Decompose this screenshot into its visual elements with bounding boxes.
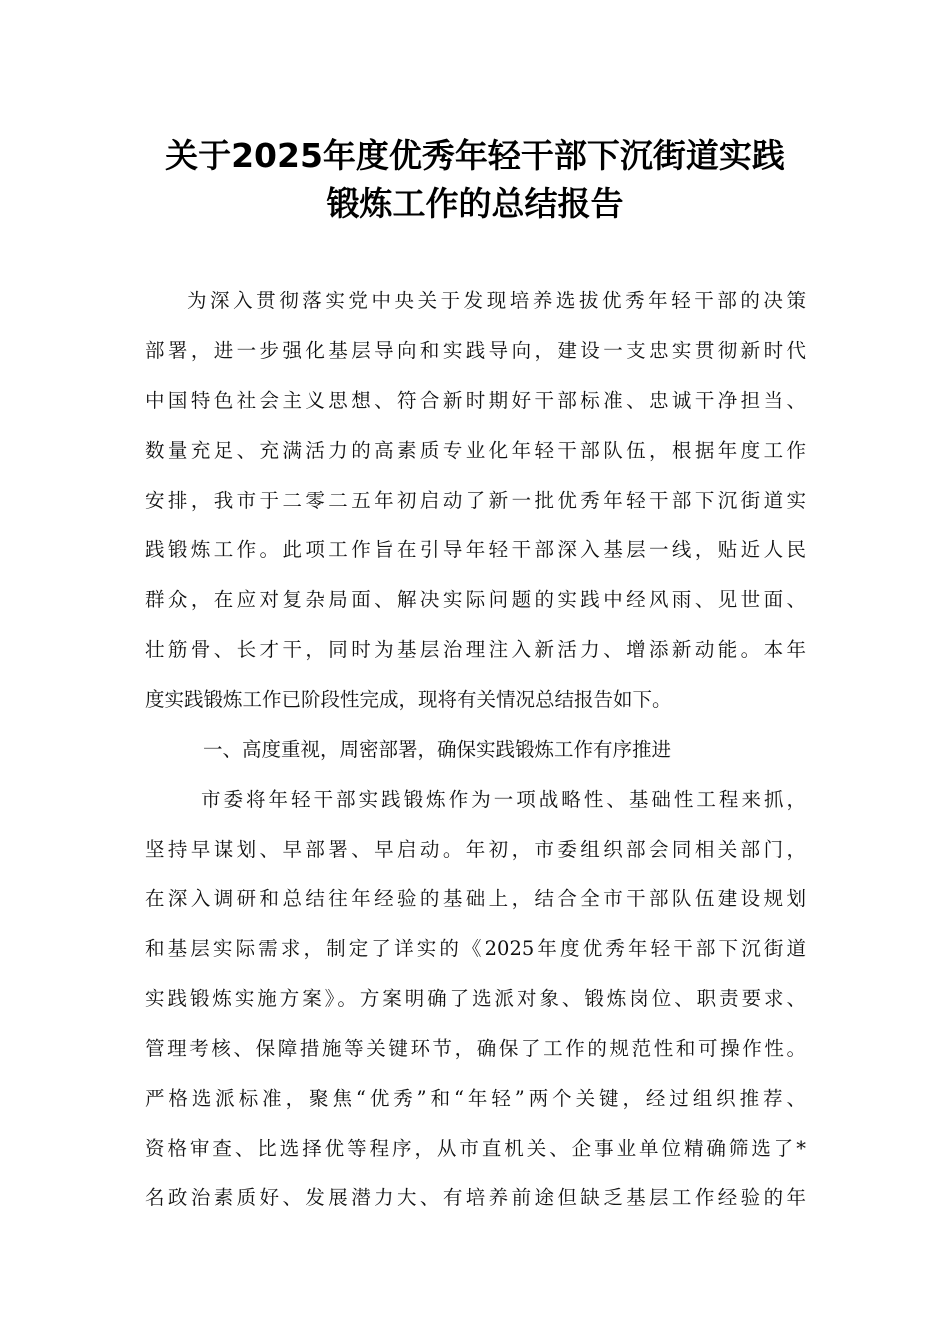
section-1-line-1: 市委将年轻干部实践锻炼作为一项战略性、基础性工程来抓， bbox=[201, 788, 806, 811]
section-1-line-6: 管理考核、保障措施等关键环节，确保了工作的规范性和可操作性。 bbox=[145, 1037, 806, 1060]
intro-line-3: 中国特色社会主义思想、符合新时期好干部标准、忠诚干净担当、 bbox=[145, 389, 806, 412]
section-1-line-2: 坚持早谋划、早部署、早启动。年初，市委组织部会同相关部门， bbox=[145, 838, 806, 861]
section-1-line-5: 实践锻炼实施方案》。方案明确了选派对象、锻炼岗位、职责要求、 bbox=[145, 987, 806, 1010]
intro-line-1: 为深入贯彻落实党中央关于发现培养选拔优秀年轻干部的决策 bbox=[187, 289, 806, 312]
section-1-line-9: 名政治素质好、发展潜力大、有培养前途但缺乏基层工作经验的年 bbox=[145, 1186, 806, 1209]
intro-line-5: 安排，我市于二零二五年初启动了新一批优秀年轻干部下沉街道实 bbox=[145, 489, 806, 512]
section-1-line-4: 和基层实际需求，制定了详实的《2025年度优秀年轻干部下沉街道 bbox=[145, 937, 806, 960]
intro-line-2: 部署，进一步强化基层导向和实践导向，建设一支忠实贯彻新时代 bbox=[145, 339, 806, 362]
intro-line-4: 数量充足、充满活力的高素质专业化年轻干部队伍，根据年度工作 bbox=[145, 439, 806, 462]
intro-line-8: 壮筋骨、长才干，同时为基层治理注入新活力、增添新动能。本年 bbox=[145, 638, 806, 661]
document-title-line-2: 锻炼工作的总结报告 bbox=[326, 184, 624, 223]
section-1-heading: 一、高度重视，周密部署，确保实践锻炼工作有序推进 bbox=[203, 738, 672, 761]
intro-line-7: 群众，在应对复杂局面、解决实际问题的实践中经风雨、见世面、 bbox=[145, 588, 806, 611]
intro-line-6: 践锻炼工作。此项工作旨在引导年轻干部深入基层一线，贴近人民 bbox=[145, 538, 806, 561]
document-title-line-1: 关于2025年度优秀年轻干部下沉街道实践 bbox=[165, 136, 785, 175]
intro-line-9: 度实践锻炼工作已阶段性完成，现将有关情况总结报告如下。 bbox=[145, 688, 672, 711]
section-1-line-7: 严格选派标准，聚焦“优秀”和“年轻”两个关键，经过组织推荐、 bbox=[145, 1087, 806, 1110]
section-1-line-3: 在深入调研和总结往年经验的基础上，结合全市干部队伍建设规划 bbox=[145, 887, 806, 910]
section-1-line-8: 资格审查、比选择优等程序，从市直机关、企事业单位精确筛选了* bbox=[145, 1137, 806, 1160]
